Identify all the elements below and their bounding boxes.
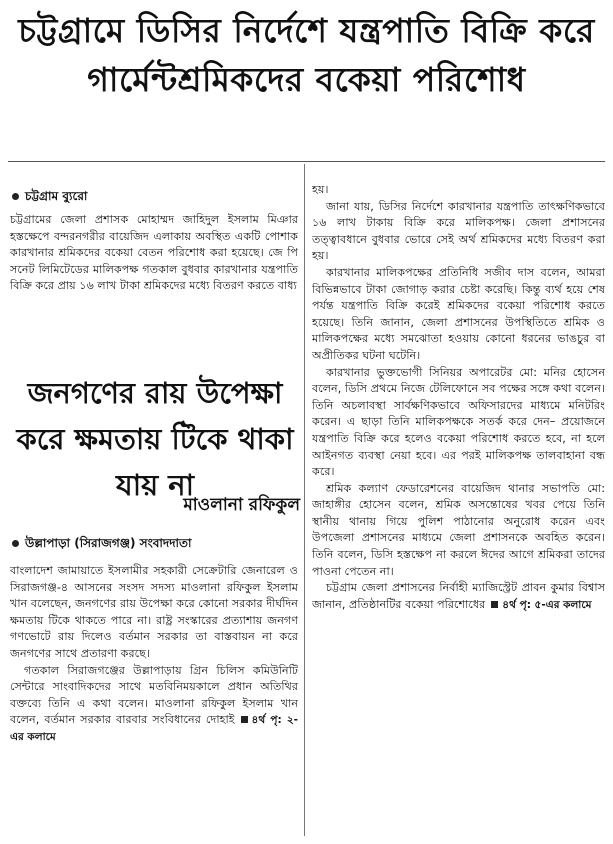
story-paragraph bbox=[312, 580, 605, 613]
second-byline-text: উল্লাপাড়া (সিরাজগঞ্জ) সংবাদদাতা bbox=[25, 536, 192, 550]
second-paragraph-text: গতকাল সিরাজগঞ্জের উল্লাপাড়ায় গ্রিন চিলিস কমিউনিটি সেন্টারে সাংবাদিকদের সাথে মতবিনিময়কালে প্রধান অতিথির বক্তব্যে তিনি এ কথা বলেন। মাওলানা রফিকুল ইসলাম খান বলেন, বর্তমান সরকার বারবার সংবিধানের দোহাই bbox=[10, 663, 298, 727]
story-paragraph-text: চট্টগ্রাম জেলা প্রশাসনের নির্বাহী ম্যাজিস্ট্রেট প্রাবন কুমার বিশ্বাস জানান, প্রতিষ্ঠানটির বকেয়া পরিশোধের bbox=[312, 581, 605, 611]
column-divider bbox=[304, 164, 305, 836]
headline-divider bbox=[8, 161, 605, 162]
second-story-column bbox=[10, 563, 298, 746]
square-icon bbox=[241, 716, 248, 723]
main-story-lead: চট্টগ্রামের জেলা প্রশাসক মোহাম্মদ জাহিদুল ইসলাম মিঞার হস্তক্ষেপে বন্দরনগরীর বায়েজিদ এলাকায় অবস্থিত একটি পোশাক কারখানার শ্রমিকদের বকেয়া বেতন পরিশোধ করা হয়েছে। জে পি সনেট লিমিটেডের মালিকপক্ষ গতকাল বুধবার কারখানার যন্ত্রপাতি বিক্রি করে প্রায় ১৬ লাখ টাকা শ্রমিকদের মধ্যে বিতরণ করতে বাধ্য bbox=[10, 213, 298, 293]
second-paragraph bbox=[10, 663, 298, 746]
main-byline bbox=[12, 188, 87, 208]
main-story-left-column bbox=[10, 212, 298, 295]
story-paragraph: জানা যায়, ডিসির নির্দেশে কারখানার যন্ত্রপাতি তাৎক্ষণিকভাবে ১৬ লাখ টাকায় বিক্রি করে মালিকপক্ষ। জেলা প্রশাসনের তত্ত্বাবধানে বুধবার ভোরে সেই অর্থ শ্রমিকদের মধ্যে বিতরণ করা হয়। bbox=[312, 199, 605, 263]
second-paragraph: বাংলাদেশ জামায়াতে ইসলামীর সহকারী সেক্রেটারি জেনারেল ও সিরাজগঞ্জ-৪ আসনের সংসদ সদস্য মাওলানা রফিকুল ইসলাম খান বলেছেন, জনগণের রায় উপেক্ষা করে কোনো সরকার দীর্ঘদিন ক্ষমতায় টিকে থাকতে পারে না। রাষ্ট্র সংস্কারের প্রত্যাশায় জনগণ গণভোটে রায় দিলেও বর্তমান সরকার তা বাস্তবায়ন না করে জনগণের সাথে প্রতারণা করছে। bbox=[10, 564, 298, 660]
bullet-icon bbox=[12, 193, 19, 200]
story-paragraph: হয়। bbox=[312, 183, 329, 196]
main-story-right-column bbox=[312, 182, 605, 613]
main-headline: চট্টগ্রামে ডিসির নির্দেশে যন্ত্রপাতি বিক্রি করে গার্মেন্টশ্রমিকদের বকেয়া পরিশোধ bbox=[18, 11, 595, 99]
second-byline bbox=[12, 535, 191, 555]
second-headline: জনগণের রায় উপেক্ষা করে ক্ষমতায় টিকে থাকা যায় না bbox=[16, 376, 294, 502]
bullet-icon bbox=[12, 540, 19, 547]
story-paragraph: কারখানার মালিকপক্ষের প্রতিনিধি সজীব দাস বলেন, আমরা বিভিন্নভাবে টাকা জোগাড় করার চেষ্টা করেছি। কিন্তু ব্যর্থ হয়ে শেষ পর্যন্ত যন্ত্রপাতি বিক্রি করেই শ্রমিকদের বকেয়া পরিশোধ করতে হয়েছে। তিনি জানান, জেলা প্রশাসনের উপস্থিতিতে শ্রমিক ও মালিকপক্ষের মধ্যে সমঝোতা হওয়ায় কোনো ধরনের ভাঙচুর বা অপ্রীতিকর ঘটনা ঘটেনি। bbox=[312, 265, 605, 362]
square-icon bbox=[491, 601, 498, 608]
main-byline-text: চট্টগ্রাম ব্যুরো bbox=[25, 189, 88, 203]
second-author: মাওলানা রফিকুল bbox=[183, 495, 300, 515]
story-paragraph: কারখানার ভুক্তভোগী সিনিয়র অপারেটর মো: মনির হোসেন বলেন, ডিসি প্রথমে নিজে টেলিফোনে সব পক্ষের সঙ্গে কথা বলেন। তিনি অচলাবস্থা সার্বক্ষণিকভাবে অফিসারদের মাধ্যমে মনিটরিং করেন। এ ছাড়া তিনি মালিকপক্ষকে সতর্ক করে দেন– প্রয়োজনে যন্ত্রপাতি বিক্রি করে হলেও বকেয়া পরিশোধ করতে হবে, না হলে আইনগত ব্যবস্থা নেয়া হবে। এর পরই মালিকপক্ষ তালবাহানা বন্ধ করে। bbox=[312, 365, 605, 479]
jump-text: ৪র্থ পৃ: ২-এর কলামে bbox=[10, 714, 299, 743]
continuation-note bbox=[485, 599, 591, 611]
story-paragraph: শ্রমিক কল্যাণ ফেডারেশনের বায়েজিদ থানার সভাপতি মো: জাহাঙ্গীর হোসেন বলেন, শ্রমিক অসন্তোষের খবর পেয়ে তিনি স্থানীয় থানায় গিয়ে পুলিশ পাঠানোর অনুরোধ করেন এবং উপজেলা প্রশাসনের মাধ্যমে জেলা প্রশাসনকে অবহিত করেন। তিনি বলেন, ডিসি হস্তক্ষেপ না করলে ঈদের আগে শ্রমিকরা তাদের পাওনা পেতেন না। bbox=[312, 481, 605, 578]
jump-text: ৪র্থ পৃ: ৫-এর কলামে bbox=[502, 598, 592, 611]
